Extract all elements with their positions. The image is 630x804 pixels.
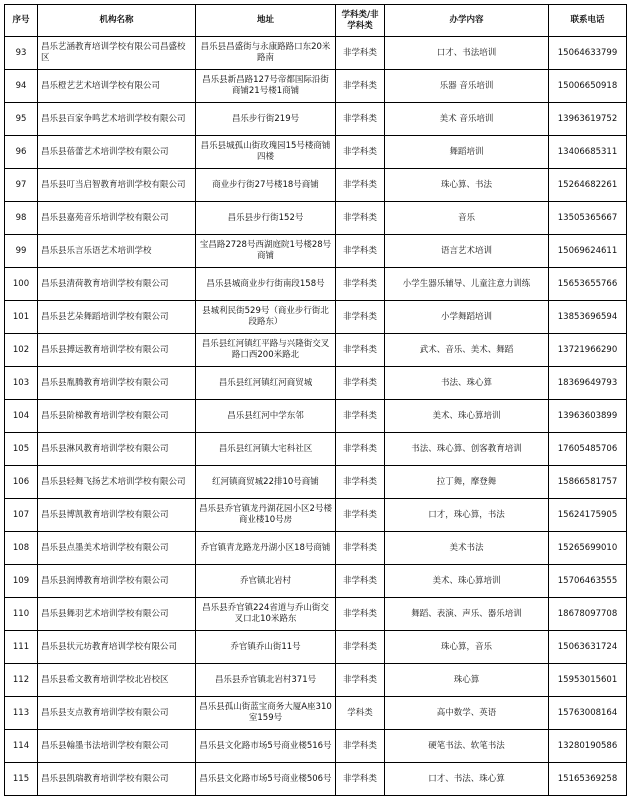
cell-address: 昌乐县红河镇大宅科社区	[196, 433, 336, 466]
cell-name: 昌乐橙艺艺术培训学校有限公司	[38, 70, 196, 103]
cell-address: 昌乐县新昌路127号帝都国际沿街商铺21号楼1商铺	[196, 70, 336, 103]
cell-content: 口才、书法、珠心算	[385, 763, 549, 796]
cell-content: 小学舞蹈培训	[385, 301, 549, 334]
cell-type: 非学科类	[336, 202, 385, 235]
cell-name: 昌乐艺涵教育培训学校有限公司昌盛校区	[38, 37, 196, 70]
cell-type: 非学科类	[336, 532, 385, 565]
table-body	[5, 37, 627, 796]
header-phone: 联系电话	[549, 5, 627, 37]
cell-name: 昌乐县点墨美术培训学校有限公司	[38, 532, 196, 565]
table-row	[5, 301, 627, 334]
table-row	[5, 400, 627, 433]
cell-address: 昌乐县昌盛街与永康路路口东20米路南	[196, 37, 336, 70]
cell-no: 95	[5, 103, 38, 136]
header-content: 办学内容	[385, 5, 549, 37]
header-type: 学科类/非学科类	[336, 5, 385, 37]
cell-name: 昌乐县蓓蕾艺术培训学校有限公司	[38, 136, 196, 169]
cell-name: 昌乐县乐言乐语艺术培训学校	[38, 235, 196, 268]
cell-phone: 15006650918	[549, 70, 627, 103]
cell-type: 非学科类	[336, 136, 385, 169]
cell-phone: 15653655766	[549, 268, 627, 301]
cell-no: 101	[5, 301, 38, 334]
cell-phone: 18678097708	[549, 598, 627, 631]
cell-no: 93	[5, 37, 38, 70]
cell-name: 昌乐县艺朵舞蹈培训学校有限公司	[38, 301, 196, 334]
table-row	[5, 136, 627, 169]
cell-content: 舞蹈培训	[385, 136, 549, 169]
cell-address: 昌乐县红河镇红河商贸城	[196, 367, 336, 400]
cell-no: 103	[5, 367, 38, 400]
cell-type: 非学科类	[336, 664, 385, 697]
table-row	[5, 499, 627, 532]
cell-type: 非学科类	[336, 565, 385, 598]
cell-content: 珠心算	[385, 664, 549, 697]
table-row	[5, 367, 627, 400]
cell-no: 109	[5, 565, 38, 598]
cell-address: 昌乐县文化路市场5号商业楼516号	[196, 730, 336, 763]
table-row	[5, 334, 627, 367]
cell-no: 94	[5, 70, 38, 103]
cell-name: 昌乐县胤腾教育培训学校有限公司	[38, 367, 196, 400]
cell-address: 昌乐县城商业步行街南段158号	[196, 268, 336, 301]
cell-name: 昌乐县希文教育培训学校北岩校区	[38, 664, 196, 697]
table-row	[5, 565, 627, 598]
cell-type: 非学科类	[336, 730, 385, 763]
table-row	[5, 598, 627, 631]
header-name: 机构名称	[38, 5, 196, 37]
cell-no: 100	[5, 268, 38, 301]
table-row	[5, 433, 627, 466]
table-header	[5, 5, 627, 37]
cell-name: 昌乐县博凯教育培训学校有限公司	[38, 499, 196, 532]
cell-no: 96	[5, 136, 38, 169]
cell-phone: 13963619752	[549, 103, 627, 136]
table-row	[5, 70, 627, 103]
cell-address: 县城利民街529号（商业步行街北段路东）	[196, 301, 336, 334]
cell-phone: 15866581757	[549, 466, 627, 499]
cell-content: 武术、音乐、美术、舞蹈	[385, 334, 549, 367]
cell-phone: 15953015601	[549, 664, 627, 697]
cell-content: 美术、珠心算培训	[385, 400, 549, 433]
cell-no: 112	[5, 664, 38, 697]
table-row	[5, 466, 627, 499]
cell-no: 99	[5, 235, 38, 268]
cell-name: 昌乐县阶梯教育培训学校有限公司	[38, 400, 196, 433]
table-row	[5, 532, 627, 565]
cell-phone: 15264682261	[549, 169, 627, 202]
cell-content: 音乐	[385, 202, 549, 235]
cell-name: 昌乐县搏远教育培训学校有限公司	[38, 334, 196, 367]
cell-phone: 15069624611	[549, 235, 627, 268]
cell-phone: 15763008164	[549, 697, 627, 730]
cell-content: 舞蹈、表演、声乐、器乐培训	[385, 598, 549, 631]
cell-phone: 15063631724	[549, 631, 627, 664]
cell-address: 红河镇商贸城22排10号商铺	[196, 466, 336, 499]
table-row	[5, 664, 627, 697]
cell-address: 乔官镇乔山街11号	[196, 631, 336, 664]
cell-name: 昌乐县翰墨书法培训学校有限公司	[38, 730, 196, 763]
cell-content: 美术、珠心算培训	[385, 565, 549, 598]
table-row	[5, 169, 627, 202]
cell-name: 昌乐县轻舞飞扬艺术培训学校有限公司	[38, 466, 196, 499]
table-row	[5, 763, 627, 796]
cell-no: 107	[5, 499, 38, 532]
table-row	[5, 697, 627, 730]
cell-type: 非学科类	[336, 598, 385, 631]
document-page	[4, 4, 626, 796]
cell-name: 昌乐县清荷教育培训学校有限公司	[38, 268, 196, 301]
table-row	[5, 103, 627, 136]
cell-phone: 13280190586	[549, 730, 627, 763]
cell-address: 昌乐县乔官镇北岩村371号	[196, 664, 336, 697]
cell-address: 商业步行街27号楼18号商铺	[196, 169, 336, 202]
header-no: 序号	[5, 5, 38, 37]
cell-content: 书法、珠心算、创客教育培训	[385, 433, 549, 466]
cell-no: 105	[5, 433, 38, 466]
cell-no: 98	[5, 202, 38, 235]
cell-type: 学科类	[336, 697, 385, 730]
cell-address: 昌乐县步行街152号	[196, 202, 336, 235]
cell-type: 非学科类	[336, 499, 385, 532]
cell-address: 昌乐县红河镇红平路与兴隆街交叉路口西200米路北	[196, 334, 336, 367]
table-row	[5, 730, 627, 763]
cell-address: 昌乐县城孤山街玫瑰园15号楼商铺四楼	[196, 136, 336, 169]
cell-name: 昌乐县叮当启智教育培训学校有限公司	[38, 169, 196, 202]
cell-address: 昌乐县孤山街蓝宝商务大厦A座310室159号	[196, 697, 336, 730]
table-row	[5, 268, 627, 301]
cell-type: 非学科类	[336, 763, 385, 796]
cell-phone: 13853696594	[549, 301, 627, 334]
cell-name: 昌乐县嘉苑音乐培训学校有限公司	[38, 202, 196, 235]
header-row	[5, 5, 627, 37]
cell-content: 拉丁舞，摩登舞	[385, 466, 549, 499]
cell-type: 非学科类	[336, 466, 385, 499]
cell-phone: 17605485706	[549, 433, 627, 466]
cell-name: 昌乐县状元坊教育培训学校有限公司	[38, 631, 196, 664]
cell-type: 非学科类	[336, 169, 385, 202]
cell-address: 宝昌路2728号西湖庭院1号楼28号商铺	[196, 235, 336, 268]
cell-content: 美术 音乐培训	[385, 103, 549, 136]
cell-name: 昌乐县支点教育培训学校有限公司	[38, 697, 196, 730]
cell-content: 口才、书法培训	[385, 37, 549, 70]
cell-phone: 15064633799	[549, 37, 627, 70]
cell-phone: 13505365667	[549, 202, 627, 235]
cell-no: 106	[5, 466, 38, 499]
cell-type: 非学科类	[336, 301, 385, 334]
cell-address: 昌乐县文化路市场5号商业楼506号	[196, 763, 336, 796]
cell-name: 昌乐县百家争鸣艺术培训学校有限公司	[38, 103, 196, 136]
cell-phone: 18369649793	[549, 367, 627, 400]
cell-phone: 15165369258	[549, 763, 627, 796]
cell-no: 108	[5, 532, 38, 565]
cell-phone: 15706463555	[549, 565, 627, 598]
header-address: 地址	[196, 5, 336, 37]
cell-name: 昌乐县淋风教育培训学校有限公司	[38, 433, 196, 466]
table-row	[5, 235, 627, 268]
cell-type: 非学科类	[336, 433, 385, 466]
cell-type: 非学科类	[336, 268, 385, 301]
cell-name: 昌乐县舞羽艺术培训学校有限公司	[38, 598, 196, 631]
cell-type: 非学科类	[336, 103, 385, 136]
cell-type: 非学科类	[336, 367, 385, 400]
table-row	[5, 202, 627, 235]
cell-type: 非学科类	[336, 235, 385, 268]
cell-type: 非学科类	[336, 37, 385, 70]
cell-address: 昌乐县红河中学东邻	[196, 400, 336, 433]
cell-type: 非学科类	[336, 334, 385, 367]
cell-address: 昌乐县乔官镇龙丹湖花园小区2号楼商业楼10号房	[196, 499, 336, 532]
cell-type: 非学科类	[336, 70, 385, 103]
cell-content: 高中数学、英语	[385, 697, 549, 730]
cell-content: 珠心算，音乐	[385, 631, 549, 664]
institution-table	[4, 4, 627, 796]
cell-phone: 13406685311	[549, 136, 627, 169]
cell-phone: 15265699010	[549, 532, 627, 565]
cell-no: 102	[5, 334, 38, 367]
cell-no: 110	[5, 598, 38, 631]
cell-content: 语言艺术培训	[385, 235, 549, 268]
cell-name: 昌乐县润博教育培训学校有限公司	[38, 565, 196, 598]
cell-phone: 13963603899	[549, 400, 627, 433]
cell-no: 115	[5, 763, 38, 796]
table-row	[5, 37, 627, 70]
cell-content: 珠心算、书法	[385, 169, 549, 202]
cell-no: 97	[5, 169, 38, 202]
cell-no: 104	[5, 400, 38, 433]
cell-phone: 13721966290	[549, 334, 627, 367]
cell-address: 昌乐步行街219号	[196, 103, 336, 136]
cell-content: 口才，珠心算，书法	[385, 499, 549, 532]
cell-phone: 15624175905	[549, 499, 627, 532]
table-row	[5, 631, 627, 664]
cell-content: 硬笔书法、软笔书法	[385, 730, 549, 763]
cell-no: 111	[5, 631, 38, 664]
cell-type: 非学科类	[336, 631, 385, 664]
cell-no: 114	[5, 730, 38, 763]
cell-content: 书法、珠心算	[385, 367, 549, 400]
cell-name: 昌乐县凯瑞教育培训学校有限公司	[38, 763, 196, 796]
cell-address: 乔官镇青龙路龙丹湖小区18号商铺	[196, 532, 336, 565]
cell-content: 小学生器乐辅导、儿童注意力训练	[385, 268, 549, 301]
cell-content: 美术书法	[385, 532, 549, 565]
cell-address: 乔官镇北岩村	[196, 565, 336, 598]
cell-no: 113	[5, 697, 38, 730]
cell-content: 乐器 音乐培训	[385, 70, 549, 103]
cell-address: 昌乐县乔官镇224省道与乔山街交叉口北10米路东	[196, 598, 336, 631]
cell-type: 非学科类	[336, 400, 385, 433]
